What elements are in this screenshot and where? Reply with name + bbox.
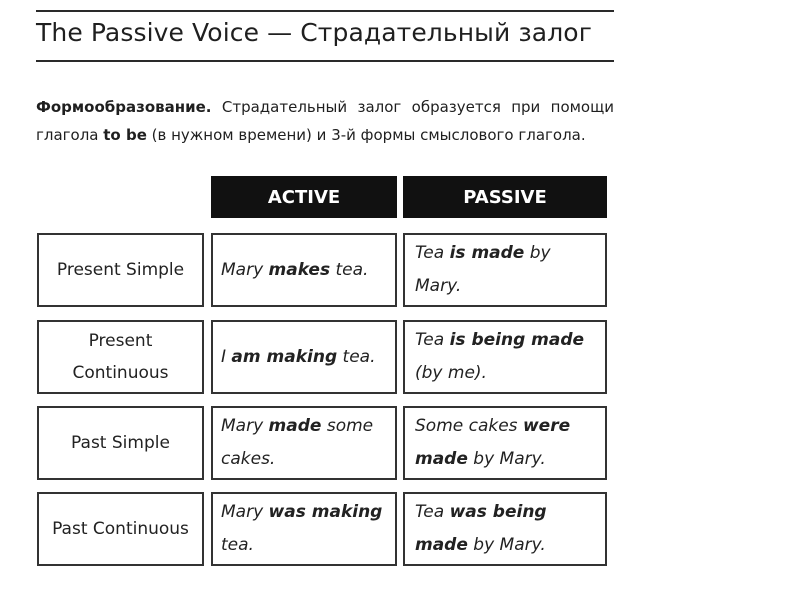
- active-example-cell: [211, 406, 397, 480]
- intro-bold-term: to be: [103, 126, 147, 144]
- passive-example-cell: [403, 233, 607, 307]
- tense-cell: Present Continuous: [37, 320, 204, 394]
- intro-text-2: (в нужном времени) и 3-й формы смыслового глагола.: [146, 126, 586, 144]
- active-example-text: Mary made some cakes.: [221, 416, 374, 469]
- intro-paragraph: [36, 93, 614, 149]
- passive-example-text: Tea is being made (by me).: [415, 330, 585, 383]
- passive-example-text: Some cakes were made by Mary.: [415, 416, 571, 469]
- active-example-cell: [211, 320, 397, 394]
- verb-form: was making: [268, 502, 383, 522]
- intro-label: Формообразование.: [36, 98, 212, 116]
- active-example-text: Mary was making tea.: [221, 502, 383, 555]
- verb-form: was being made: [415, 502, 547, 555]
- active-example-cell: [211, 233, 397, 307]
- header-passive: PASSIVE: [403, 176, 607, 218]
- page-title: The Passive Voice — Страдательный залог: [36, 18, 592, 47]
- passive-example-text: Tea is made by Mary.: [415, 243, 551, 296]
- verb-form: is being made: [449, 330, 585, 350]
- verb-form: makes: [268, 259, 331, 280]
- tense-cell: Past Simple: [37, 406, 204, 480]
- verb-form: am making: [231, 346, 338, 367]
- active-example-text: Mary makes tea.: [221, 259, 369, 280]
- intro-text-1: Страдательный залог образуется при помощи глагола: [36, 98, 614, 144]
- passive-example-cell: [403, 492, 607, 566]
- top-rule: [36, 10, 614, 12]
- passive-example-cell: [403, 320, 607, 394]
- tense-cell: Past Continuous: [37, 492, 204, 566]
- passive-example-cell: [403, 406, 607, 480]
- verb-form: were made: [415, 416, 571, 469]
- passive-example-text: Tea was being made by Mary.: [415, 502, 547, 555]
- verb-form: made: [268, 416, 322, 436]
- title-underline: [36, 60, 614, 62]
- verb-form: is made: [449, 243, 525, 263]
- header-active: ACTIVE: [211, 176, 397, 218]
- active-example-cell: [211, 492, 397, 566]
- tense-cell: Present Simple: [37, 233, 204, 307]
- active-example-text: I am making tea.: [221, 346, 376, 367]
